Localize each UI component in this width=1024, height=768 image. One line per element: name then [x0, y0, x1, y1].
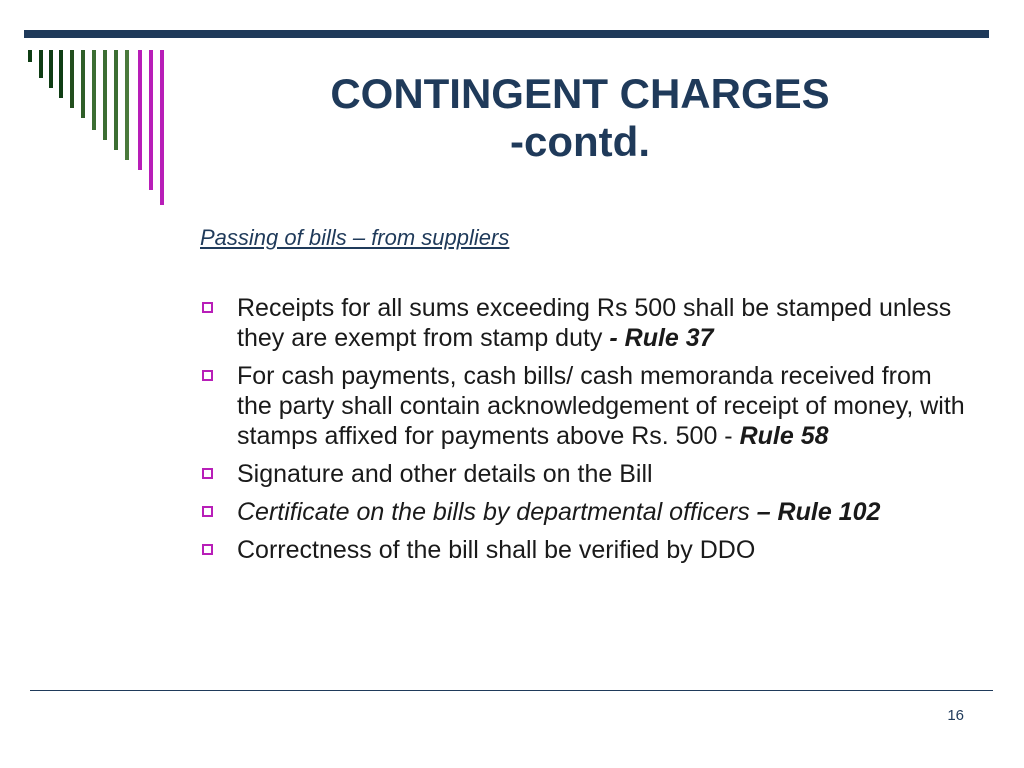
decorative-bar [70, 50, 74, 108]
slide-title-line1: CONTINGENT CHARGES [330, 70, 830, 117]
bullet-text: Receipts for all sums exceeding Rs 500 shall be stamped unless they are exempt from stamp duty [237, 294, 952, 352]
bullet-item [198, 459, 968, 489]
decorative-bar [160, 50, 164, 205]
square-bullet-icon [202, 370, 213, 381]
decorative-bar [49, 50, 53, 88]
rule-reference: Rule 58 [739, 422, 829, 450]
square-bullet-icon [202, 468, 213, 479]
bullet-item [198, 535, 968, 565]
decorative-bar [81, 50, 85, 118]
decorative-bar [92, 50, 96, 130]
decorative-bar [125, 50, 129, 160]
decorative-bar [39, 50, 43, 78]
bullet-list [198, 293, 968, 573]
bullet-item [198, 497, 968, 527]
decorative-bar [103, 50, 107, 140]
decorative-bar [149, 50, 153, 190]
slide-title [200, 70, 960, 166]
square-bullet-icon [202, 544, 213, 555]
rule-reference: – Rule 102 [749, 498, 881, 526]
square-bullet-icon [202, 302, 213, 313]
slide-subheading: Passing of bills – from suppliers [200, 225, 510, 250]
square-bullet-icon [202, 506, 213, 517]
decorative-bar [28, 50, 32, 62]
bullet-text: Certificate on the bills by departmental officers [237, 498, 750, 526]
bullet-item [198, 361, 968, 451]
page-number: 16 [947, 707, 964, 724]
decorative-bar [138, 50, 142, 170]
decorative-bar [59, 50, 63, 98]
slide-title-line2: -contd. [510, 118, 650, 165]
bullet-text: For cash payments, cash bills/ cash memoranda received from the party shall contain acknowledgement of receipt of money, with stamps affixed for payments above Rs. 500 - [237, 362, 965, 450]
bullet-text: Correctness of the bill shall be verified by DDO [237, 536, 756, 564]
decorative-bar [114, 50, 118, 150]
bottom-rule [30, 690, 993, 691]
bullet-text: Signature and other details on the Bill [237, 460, 653, 488]
decorative-bars [0, 0, 200, 220]
bullet-item [198, 293, 968, 353]
rule-reference: - Rule 37 [609, 324, 714, 352]
